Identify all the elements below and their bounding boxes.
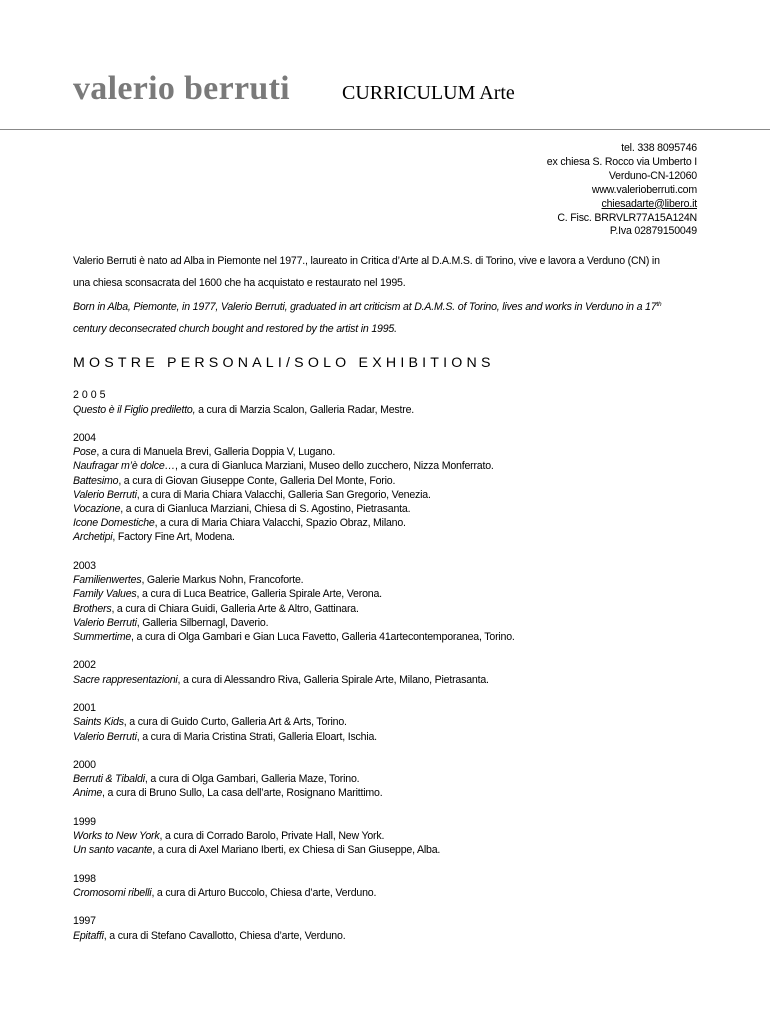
exhibition-title: Saints Kids [73, 716, 124, 729]
year-group [73, 559, 713, 645]
contact-fiscal-code: C. Fisc. BRRVLR77A15A124N [557, 211, 697, 224]
exhibitions-list [73, 388, 713, 957]
exhibition-entry [73, 772, 713, 786]
exhibition-details: , a cura di Olga Gambari, Galleria Maze, Torino. [144, 773, 360, 786]
exhibition-details: , a cura di Manuela Brevi, Galleria Doppia V, Lugano. [96, 446, 336, 459]
header-divider [0, 129, 770, 130]
exhibition-title: Works to New York [73, 830, 160, 843]
year-heading: 1997 [73, 915, 96, 928]
exhibition-entry [73, 403, 713, 417]
exhibition-title: Valerio Berruti [73, 488, 137, 501]
artist-name: valerio berruti [73, 70, 290, 107]
exhibition-entry [73, 602, 713, 616]
bio-english-line1 [73, 294, 703, 319]
exhibition-title: Icone Domestiche [73, 517, 155, 530]
exhibition-title: Berruti & Tibaldi [73, 773, 145, 786]
exhibition-details: , a cura di Gianluca Marziani, Chiesa di S. Agostino, Pietrasanta. [120, 503, 411, 516]
exhibition-entry [73, 530, 713, 544]
exhibition-details: , Factory Fine Art, Modena. [112, 531, 235, 544]
document-header [0, 0, 770, 131]
exhibition-entry [73, 929, 713, 943]
year-group [73, 388, 713, 417]
contact-email-link[interactable]: chiesadarte@libero.it [601, 197, 697, 210]
year-group [73, 701, 713, 744]
exhibition-entry [73, 587, 713, 601]
section-title-solo-exhibitions: MOSTRE PERSONALI/SOLO EXHIBITIONS [73, 355, 495, 371]
exhibition-details: , a cura di Maria Chiara Valacchi, Galleria San Gregorio, Venezia. [136, 488, 431, 501]
exhibition-entry [73, 786, 713, 800]
year-group [73, 815, 713, 858]
exhibition-details: , a cura di Maria Cristina Strati, Galleria Eloart, Ischia. [136, 730, 377, 743]
exhibition-details: , a cura di Corrado Barolo, Private Hall, New York. [159, 830, 385, 843]
year-heading: 1999 [73, 815, 96, 828]
exhibition-title: Vocazione [73, 503, 121, 516]
exhibition-entry [73, 616, 713, 630]
year-group [73, 431, 713, 545]
contact-tel: tel. 338 8095746 [621, 142, 697, 154]
exhibition-title: Epitaffi [73, 929, 104, 942]
exhibition-title: Archetipi [73, 531, 113, 544]
bio-english-text: Born in Alba, Piemonte, in 1977, Valerio Berruti, graduated in art criticism at D.A.M.S. of Torino, lives and works in Verduno in a 17 [73, 301, 657, 313]
exhibition-title: Cromosomi ribelli [73, 887, 152, 900]
exhibition-entry [73, 630, 713, 644]
contact-website[interactable]: www.valerioberruti.com [591, 183, 697, 196]
contact-vat: P.Iva 02879150049 [609, 225, 697, 238]
exhibition-title: Battesimo [73, 474, 119, 487]
contact-address-line2: Verduno-CN-12060 [608, 169, 697, 182]
exhibition-entry [73, 829, 713, 843]
exhibition-details: , a cura di Giovan Giuseppe Conte, Galleria Del Monte, Forio. [118, 474, 396, 487]
exhibition-details: , a cura di Luca Beatrice, Galleria Spirale Arte, Verona. [136, 588, 382, 601]
exhibition-entry [73, 843, 713, 857]
exhibition-entry [73, 886, 713, 900]
year-heading: 2004 [73, 431, 96, 444]
exhibition-details: a cura di Marzia Scalon, Galleria Radar, Mestre. [195, 403, 415, 416]
exhibition-details: , a cura di Arturo Buccolo, Chiesa d’arte, Verduno. [151, 887, 377, 900]
year-group [73, 872, 713, 901]
exhibition-entry [73, 502, 713, 516]
year-group [73, 658, 713, 687]
exhibition-entry [73, 445, 713, 459]
biography [73, 251, 703, 340]
exhibition-details: , a cura di Chiara Guidi, Galleria Arte & Altro, Gattinara. [111, 602, 359, 615]
contact-block [547, 142, 697, 239]
exhibition-details: , a cura di Guido Curto, Galleria Art & Arts, Torino. [123, 716, 347, 729]
exhibition-details: , a cura di Gianluca Marziani, Museo dello zucchero, Nizza Monferrato. [174, 460, 494, 473]
exhibition-entry [73, 730, 713, 744]
exhibition-title: Un santo vacante [73, 844, 153, 857]
year-heading: 2000 [73, 758, 96, 771]
exhibition-entry [73, 488, 713, 502]
year-heading: 2001 [73, 701, 96, 714]
bio-italian-line2: una chiesa sconsacrata del 1600 che ha acquistato e restaurato nel 1995. [73, 276, 406, 289]
exhibition-title: Sacre rappresentazioni [73, 673, 178, 686]
exhibition-title: Brothers [73, 602, 112, 615]
exhibition-details: , a cura di Stefano Cavallotto, Chiesa d’arte, Verduno. [103, 929, 346, 942]
exhibition-details: , a cura di Alessandro Riva, Galleria Spirale Arte, Milano, Pietrasanta. [177, 673, 489, 686]
year-heading: 2002 [73, 659, 96, 672]
bio-english-line2: century deconsecrated church bought and restored by the artist in 1995. [73, 322, 397, 335]
exhibition-title: Familienwertes [73, 574, 142, 587]
exhibition-title: Valerio Berruti [73, 730, 137, 743]
exhibition-entry [73, 715, 713, 729]
exhibition-details: , a cura di Bruno Sullo, La casa dell’arte, Rosignano Marittimo. [102, 787, 383, 800]
exhibition-title: Family Values [73, 588, 137, 601]
exhibition-title: Pose [73, 446, 97, 459]
exhibition-entry [73, 673, 713, 687]
exhibition-title: Anime [73, 787, 103, 800]
exhibition-details: , a cura di Olga Gambari e Gian Luca Favetto, Galleria 41artecontemporanea, Torino. [131, 630, 515, 643]
exhibition-entry [73, 516, 713, 530]
year-heading: 2005 [73, 389, 109, 401]
exhibition-entry [73, 474, 713, 488]
exhibition-entry [73, 573, 713, 587]
year-group [73, 758, 713, 801]
exhibition-title: Summertime [73, 630, 132, 643]
exhibition-details: , Galleria Silbernagl, Daverio. [136, 616, 269, 629]
year-heading: 2003 [73, 559, 96, 572]
year-heading: 1998 [73, 872, 96, 885]
document-title: CURRICULUM Arte [342, 82, 515, 104]
exhibition-title: Valerio Berruti [73, 616, 137, 629]
exhibition-title: Questo è il Figlio prediletto, [73, 403, 196, 416]
exhibition-details: , a cura di Maria Chiara Valacchi, Spazio Obraz, Milano. [154, 517, 406, 530]
contact-address-line1: ex chiesa S. Rocco via Umberto I [546, 155, 697, 168]
year-group [73, 914, 713, 943]
exhibition-title: Naufragar m’è dolce… [73, 460, 175, 473]
bio-english-superscript: th [656, 301, 662, 308]
bio-italian-line1: Valerio Berruti è nato ad Alba in Piemonte nel 1977., laureato in Critica d’Arte al D.A.M.S. di Torino, vive e lavora a Verduno (CN) in [73, 255, 660, 267]
exhibition-entry [73, 459, 713, 473]
exhibition-details: , Galerie Markus Nohn, Francoforte. [141, 574, 304, 587]
exhibition-details: , a cura di Axel Mariano Iberti, ex Chiesa di San Giuseppe, Alba. [152, 844, 441, 857]
